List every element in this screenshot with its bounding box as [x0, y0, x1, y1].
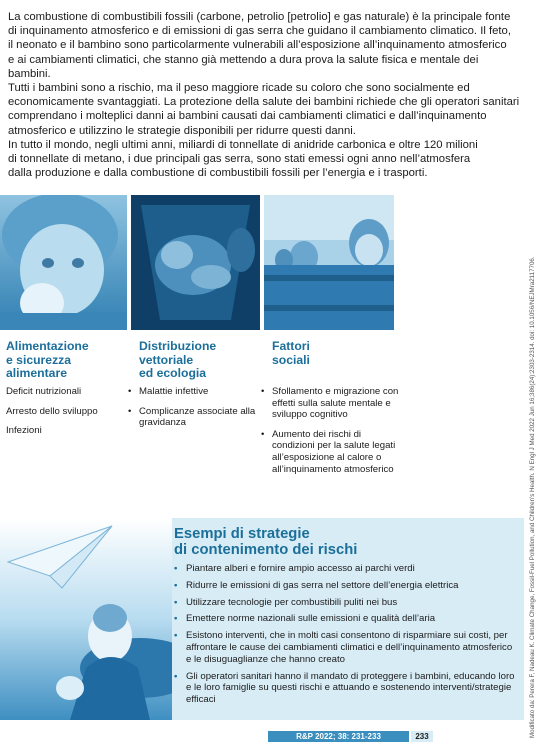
bullet-dot: • [174, 596, 178, 608]
strategy-text: Esistono interventi, che in molti casi consentono di risparmiare sui costi, per affrontare le cause dei cambiamenti climatici e dell’inquinamento atmosferico e le disuguaglianze che hanno creato [186, 630, 513, 665]
nutrition-list [6, 386, 126, 445]
strategy-item [174, 630, 519, 665]
list-item: Arresto dello sviluppo [6, 405, 98, 417]
intro-line: In tutto il mondo, negli ultimi anni, miliardi di tonnellate di anidride carbonica e oltre 120 milioni [8, 138, 478, 151]
list-item: • Sfollamento e migrazione con effetti sulla salute mentale e sviluppo cognitivo [261, 386, 401, 421]
strategy-item [174, 613, 519, 625]
list-item: • Aumento dei rischi di condizioni per la salute legati all’esposizione al calore o all’inquinamento atmosferico [261, 429, 401, 475]
strategy-text: Ridurre le emissioni di gas serra nel settore dell’energia elettrica [186, 579, 459, 591]
column-title-social [272, 340, 392, 367]
strategy-text: Gli operatori sanitari hanno il mandato di proteggere i bambini, educando loro e le loro famiglie su questi rischi e attuando e sostenendo interventi/strategie efficaci [186, 670, 515, 706]
title-line: ed ecologia [139, 366, 207, 381]
strategies-title [174, 527, 474, 558]
source-citation [527, 256, 537, 738]
intro-line: Tutti i bambini sono a rischio, ma il peso maggiore ricade su coloro che sono socialmente ed [8, 82, 470, 95]
list-item: Infezioni [6, 425, 42, 437]
strategy-text: Utilizzare tecnologie per combustibili puliti nei bus [186, 596, 398, 608]
photo-boy-paper-plane [0, 518, 172, 720]
intro-line: comprendano i molteplici danni ai bambini causati dai cambiamenti climatici e dall’inquinamento [8, 110, 487, 123]
photo-ultrasound [131, 195, 260, 330]
intro-line: il neonato e il bambino sono particolarmente vulnerabili all’esposizione all’inquinamento atmosferico [8, 39, 507, 52]
intro-line: dalla produzione e dalla combustione di combustibili fossili per l’energia e i trasporti. [8, 167, 428, 180]
strategy-item [174, 597, 519, 609]
photo-child-eating [0, 195, 127, 330]
column-title-vectors [139, 340, 259, 381]
strategy-item [174, 580, 519, 592]
title-line: Fattori [272, 339, 310, 353]
journal-reference: R&P 2022; 38: 231-233 [268, 731, 409, 742]
vector-list [128, 386, 260, 437]
bullet-dot: • [174, 613, 178, 625]
title-line: Distribuzione [139, 339, 217, 353]
intro-line: atmosferico e utilizzino le strategie disponibili per ridurre questi danni. [8, 124, 356, 137]
page-number: 233 [411, 731, 433, 742]
intro-line: economicamente svantaggiati. La protezione della salute dei bambini richiede che gli operatori sanitari [8, 96, 520, 109]
source-citation-text: Modificato da: Perera F, Nadeau K. Climate Change, Fossil-Fuel Pollution, and Children's Health. N Engl J Med 2022 Jun 16;386(24):2303-2314. doi: 10.1056/NEJMra2117706. [529, 256, 536, 738]
intro-line: La combustione di combustibili fossili (carbone, petrolio [petrolio] e gas naturale) è la principale fonte [8, 11, 511, 23]
intro-line: e ai cambiamenti climatici, che stanno già mettendo a dura prova la salute fisica e mentale dei bambini. [8, 53, 479, 80]
bullet-dot: • [174, 563, 178, 574]
bullet-dot: • [174, 579, 178, 591]
column-title-nutrition [6, 340, 126, 381]
title-line: Esempi di strategie [174, 526, 310, 542]
strategy-text: Emettere norme nazionali sulle emissioni e qualità dell’aria [186, 613, 436, 625]
title-line: alimentare [6, 366, 67, 381]
list-item: Deficit nutrizionali [6, 386, 82, 397]
list-item: • Malattie infettive [128, 386, 260, 398]
intro-line: di inquinamento atmosferico e di emissioni di gas serra che guidano il cambiamento climatico. Il feto, [8, 25, 511, 38]
intro-line: di tonnellate di metano, i due principali gas serra, sono stati emessi ogni anno nell’atmosfera [8, 153, 471, 166]
list-item: • Complicanze associate alla gravidanza [128, 406, 260, 429]
strategies-list [174, 563, 519, 711]
strategy-item [174, 563, 519, 575]
intro-text [8, 10, 523, 180]
strategy-text: Piantare alberi e fornire ampio accesso ai parchi verdi [186, 563, 415, 574]
social-list [261, 386, 401, 483]
strategy-item [174, 671, 519, 706]
bullet-dot: • [174, 630, 178, 642]
photo-displaced-children [264, 195, 394, 330]
title-line: di contenimento dei rischi [174, 541, 358, 558]
title-line: sociali [272, 352, 310, 367]
title-line: Alimentazione [6, 339, 89, 353]
title-line: e sicurezza [6, 352, 72, 367]
title-line: vettoriale [139, 352, 194, 367]
bullet-dot: • [174, 670, 178, 682]
